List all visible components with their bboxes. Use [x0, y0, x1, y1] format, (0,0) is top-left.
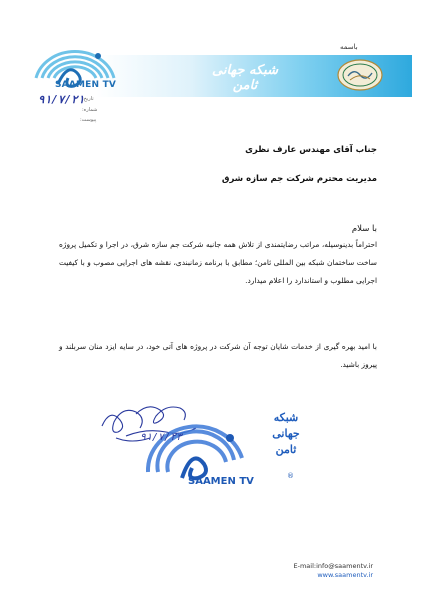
handwritten-date: ۹۱/۷/۲۱	[38, 93, 85, 106]
date-label: تاریخ:	[82, 96, 94, 102]
greeting: با سلام	[351, 224, 377, 234]
registered-mark: ®	[287, 472, 294, 480]
number-label: شماره:	[82, 107, 98, 113]
recipient-name: جناب آقای مهندس عارف نظری	[245, 145, 377, 155]
bismillah-label: باسمه	[340, 43, 358, 51]
calligraphy-emblem	[336, 58, 384, 92]
attachment-label: پیوست:	[80, 117, 97, 123]
footer-website[interactable]: www.saamentv.ir	[317, 571, 373, 579]
recipient-title: مدیریت محترم شرکت جم سازه شرق	[221, 174, 377, 184]
letter-paragraph-1: احتراماً بدینوسیله، مراتب رضایتمندی از تلاش همه جانبه شرکت جم سازه شرق، در اجرا و تکمیل پروژه ساخت ساختمان شبکه بین المللی ثامن؛ مطابق با برنامه زمانبندی، نقشه های اجرایی مصوب و با کیفیت اجرایی مطلوب و استاندارد را اعلام میدارد.	[59, 240, 377, 285]
signature-date: ۹۱/۷/۲۳	[140, 432, 183, 443]
letter-paragraph-2: با امید بهره گیری از خدمات شایان توجه آن شرکت در پروژه های آتی خود، در سایه ایزد منان سربلند و پیروز باشید.	[59, 342, 377, 369]
stamp-persian-text: شبکه جهانی ثامن	[272, 411, 300, 456]
footer-email[interactable]: E-mail:info@saamentv.ir	[293, 562, 373, 570]
stamp-wordmark: SAAMEN TV	[188, 476, 254, 487]
banner-title: شبکه جهانی ثامن	[212, 63, 278, 93]
logo-wordmark: SAAMEN TV	[55, 80, 117, 90]
